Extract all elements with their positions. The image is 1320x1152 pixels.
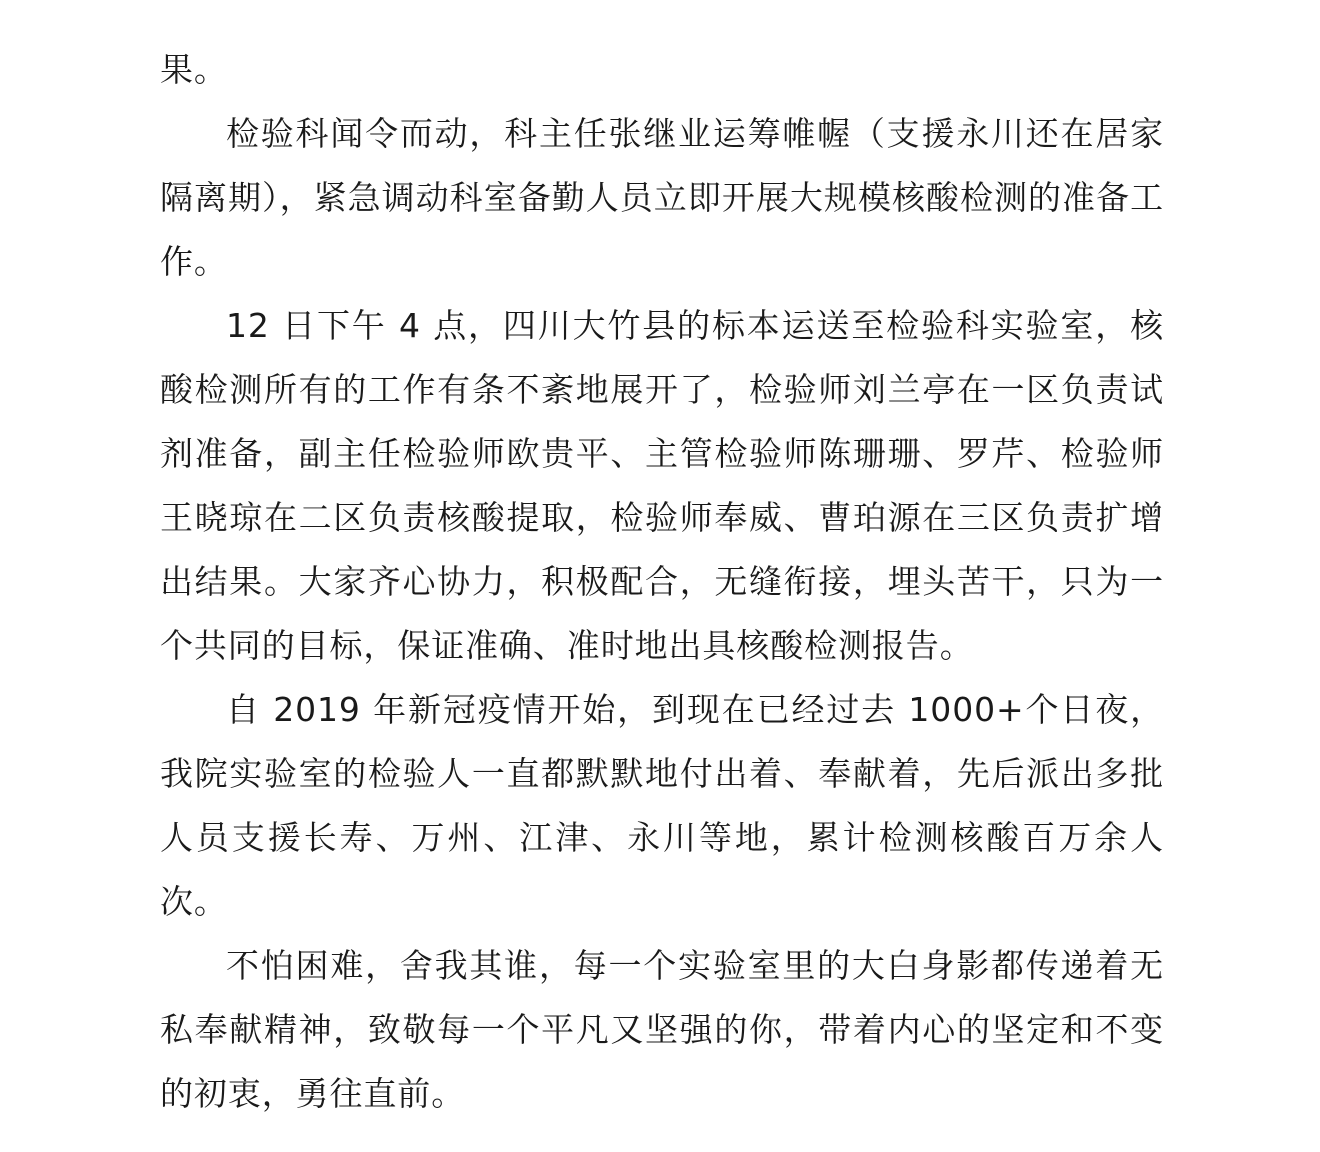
paragraph-pandemic-history: 自 2019 年新冠疫情开始，到现在已经过去 1000+个日夜，我院实验室的检验人一直都默默地付出着、奉献着，先后派出多批人员支援长寿、万州、江津、永川等地，累计检测核酸百万余人次。 xyxy=(160,690,1164,921)
paragraph-continuation: 果。 xyxy=(160,50,228,89)
paragraph-lab-response: 检验科闻令而动，科主任张继业运筹帷幄（支援永川还在居家隔离期），紧急调动科室备勤人员立即开展大规模核酸检测的准备工作。 xyxy=(160,114,1164,281)
document-body xyxy=(160,38,1164,1126)
paragraph-testing-process: 12 日下午 4 点，四川大竹县的标本运送至检验科实验室，核酸检测所有的工作有条不紊地展开了，检验师刘兰亭在一区负责试剂准备，副主任检验师欧贵平、主管检验师陈珊珊、罗芹、检验师王晓琼在二区负责核酸提取，检验师奉威、曹珀源在三区负责扩增出结果。大家齐心协力，积极配合，无缝衔接，埋头苦干，只为一个共同的目标，保证准确、准时地出具核酸检测报告。 xyxy=(160,306,1164,665)
paragraph-closing-tribute: 不怕困难，舍我其谁，每一个实验室里的大白身影都传递着无私奉献精神，致敬每一个平凡又坚强的你，带着内心的坚定和不变的初衷，勇往直前。 xyxy=(160,946,1164,1113)
